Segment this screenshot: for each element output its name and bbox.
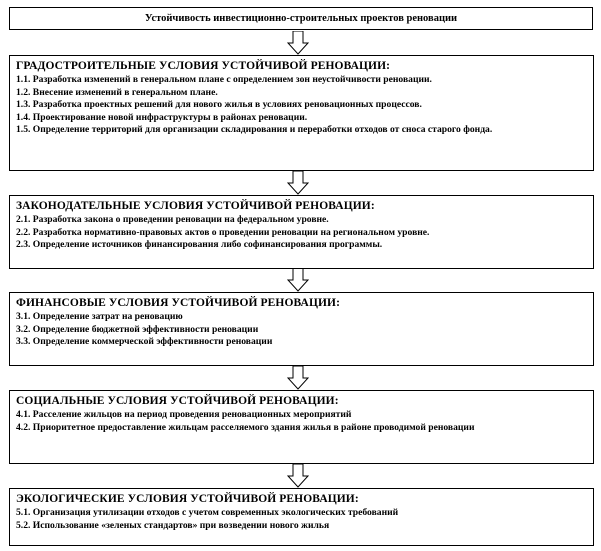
list-item: 1.5. Определение территорий для организации складирования и переработки отходов от сноса старого фонда. [16, 124, 493, 136]
section-title: ЭКОЛОГИЧЕСКИЕ УСЛОВИЯ УСТОЙЧИВОЙ РЕНОВАЦИИ: [16, 493, 359, 505]
list-item: 3.1. Определение затрат на реновацию [16, 311, 183, 322]
section-title: ФИНАНСОВЫЕ УСЛОВИЯ УСТОЙЧИВОЙ РЕНОВАЦИИ: [16, 297, 341, 309]
list-item: 5.1. Организация утилизации отходов с учетом современных экологических требований [16, 507, 399, 518]
down-arrow-icon [287, 366, 309, 390]
down-arrow-icon [287, 464, 309, 488]
section-urban-planning [9, 55, 594, 171]
list-item: 2.3. Определение источников финансирования либо софинансирования программы. [16, 239, 383, 251]
list-item: 3.2. Определение бюджетной эффективности реновации [16, 323, 259, 335]
list-item: 1.3. Разработка проектных решений для нового жилья в условиях реновационных процессов. [16, 99, 422, 111]
list-item: 3.3. Определение коммерческой эффективности реновации [16, 336, 273, 348]
down-arrow-icon [287, 171, 309, 195]
section-social [9, 390, 594, 464]
list-item: 1.4. Проектирование новой инфраструктуры в районах реновации. [16, 111, 308, 123]
section-title: ГРАДОСТРОИТЕЛЬНЫЕ УСЛОВИЯ УСТОЙЧИВОЙ РЕНОВАЦИИ: [16, 60, 391, 72]
list-item: 4.2. Приоритетное предоставление жильцам расселяемого здания жилья в районе проводимой реновации [16, 421, 475, 433]
diagram-header: Устойчивость инвестиционно-строительных проектов реновации [9, 7, 593, 30]
list-item: 5.2. Использование «зеленых стандартов» при возведении нового жилья [16, 519, 330, 531]
list-item: 2.2. Разработка нормативно-правовых актов о проведении реновации на региональном уровне. [16, 226, 430, 238]
list-item: 2.1. Разработка закона о проведении реновации на федеральном уровне. [16, 214, 329, 225]
section-ecological [9, 488, 594, 546]
section-title: ЗАКОНОДАТЕЛЬНЫЕ УСЛОВИЯ УСТОЙЧИВОЙ РЕНОВАЦИИ: [16, 200, 375, 212]
section-title: СОЦИАЛЬНЫЕ УСЛОВИЯ УСТОЙЧИВОЙ РЕНОВАЦИИ: [16, 395, 339, 407]
down-arrow-icon [287, 268, 309, 292]
list-item: 4.1. Расселение жильцов на период проведения реновационных мероприятий [16, 409, 352, 420]
section-legislative [9, 195, 594, 269]
down-arrow-icon [287, 31, 309, 55]
list-item: 1.2. Внесение изменений в генеральном плане. [16, 86, 218, 98]
section-financial [9, 292, 594, 366]
list-item: 1.1. Разработка изменений в генеральном плане с определением зон неустойчивости реновации. [16, 74, 432, 85]
